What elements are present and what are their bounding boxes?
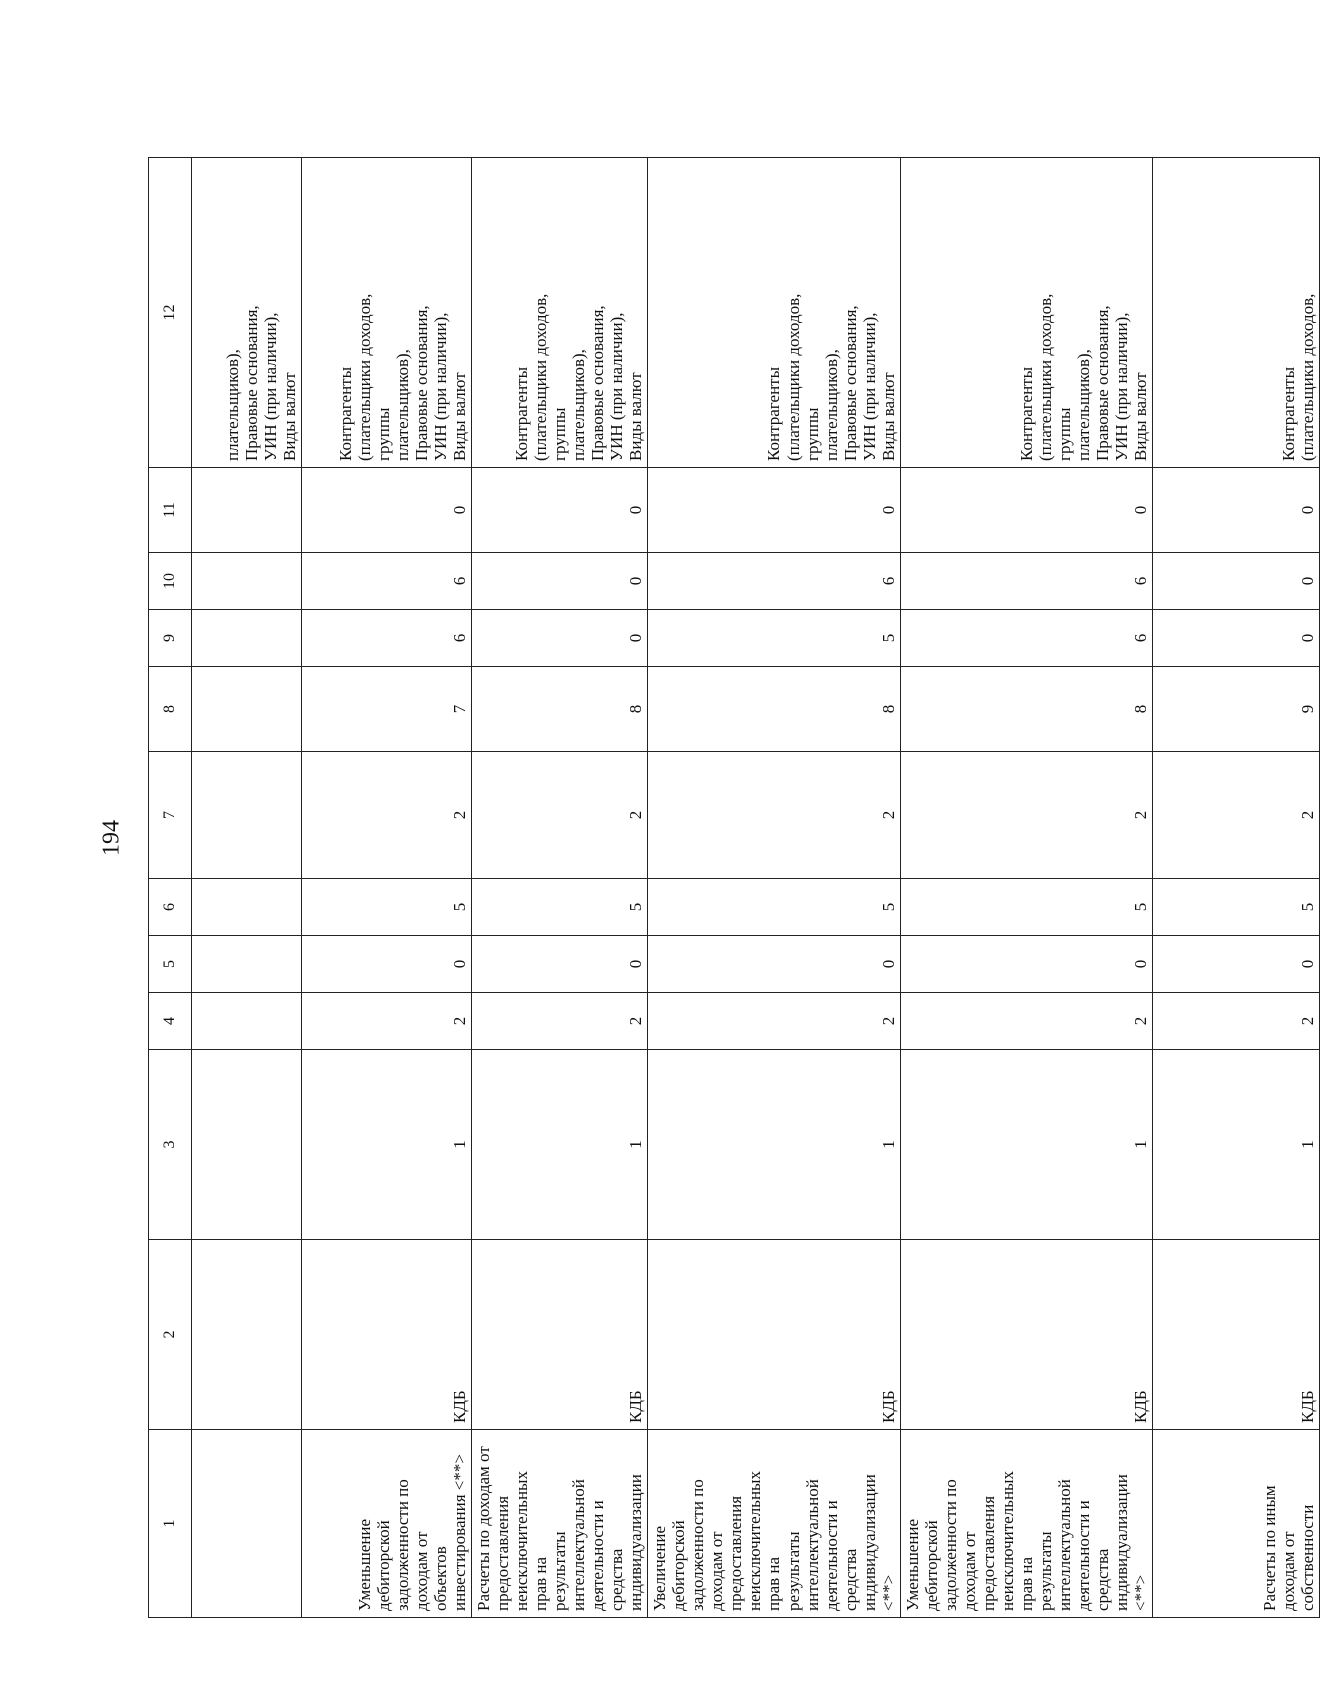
digit-cell: 0 [302,468,472,553]
digit-cell: 0 [302,936,472,993]
digit-cell: 8 [472,667,648,752]
header-cell: 3 [149,1050,192,1240]
digit-cell [192,1050,302,1240]
data-table [148,157,1320,1618]
digit-cell: 5 [648,610,900,667]
digit-cell: 1 [900,1050,1152,1240]
row-name-cell: Расчеты по доходам от предоставления неисключительных прав на результаты интеллектуальной деятельности и средства индивидуализации [472,1430,648,1618]
digit-cell: 5 [472,879,648,936]
header-row [149,158,192,1618]
digit-cell: 6 [302,553,472,610]
code-type-cell: КДБ [302,1240,472,1430]
row-name-cell: Расчеты по иным доходам от собственности [1153,1430,1320,1618]
digit-cell [192,752,302,879]
digit-cell [192,936,302,993]
digit-cell [192,879,302,936]
digit-cell: 2 [1153,752,1320,879]
table-row [192,158,302,1618]
code-type-cell [192,1240,302,1430]
digit-cell: 0 [1153,610,1320,667]
digit-cell [192,553,302,610]
row-name-cell [192,1430,302,1618]
analytics-cell: Контрагенты (плательщики доходов, группы плательщиков), Правовые основания, УИН (при наличии), Виды валют [302,158,472,468]
digit-cell: 8 [648,667,900,752]
analytics-cell: плательщиков), Правовые основания, УИН (при наличии), Виды валют [192,158,302,468]
digit-cell: 0 [472,610,648,667]
table-row [1153,158,1320,1618]
digit-cell: 2 [648,993,900,1050]
header-cell: 9 [149,610,192,667]
digit-cell [192,468,302,553]
digit-cell: 6 [900,553,1152,610]
digit-cell: 0 [1153,936,1320,993]
header-cell: 11 [149,468,192,553]
digit-cell: 0 [648,468,900,553]
table-row [900,158,1152,1618]
digit-cell: 2 [648,752,900,879]
digit-cell: 5 [1153,879,1320,936]
code-type-cell: КДБ [1153,1240,1320,1430]
code-type-cell: КДБ [648,1240,900,1430]
digit-cell: 0 [472,936,648,993]
header-cell: 12 [149,158,192,468]
digit-cell: 0 [900,936,1152,993]
digit-cell: 5 [648,879,900,936]
digit-cell: 0 [648,936,900,993]
analytics-cell: Контрагенты (плательщики доходов, группы плательщиков), Правовые основания, УИН (при наличии), Виды валют [648,158,900,468]
page-number: 194 [98,820,125,856]
digit-cell: 9 [1153,667,1320,752]
header-cell: 5 [149,936,192,993]
digit-cell [192,610,302,667]
digit-cell: 2 [1153,993,1320,1050]
header-cell: 1 [149,1430,192,1618]
digit-cell: 6 [302,610,472,667]
digit-cell: 0 [472,553,648,610]
header-cell: 4 [149,993,192,1050]
row-name-cell: Увеличение дебиторской задолженности по доходам от предоставления неисключительных прав на результаты интеллектуальной деятельности и средства индивидуализации <**> [648,1430,900,1618]
digit-cell: 2 [900,752,1152,879]
digit-cell: 2 [302,993,472,1050]
table-row [472,158,648,1618]
header-cell: 10 [149,553,192,610]
digit-cell: 5 [900,879,1152,936]
digit-cell: 0 [900,468,1152,553]
table-row [302,158,472,1618]
digit-cell: 6 [648,553,900,610]
rotated-table-container [148,158,1318,1618]
digit-cell: 1 [648,1050,900,1240]
digit-cell: 2 [472,752,648,879]
header-cell: 6 [149,879,192,936]
digit-cell: 2 [472,993,648,1050]
digit-cell: 2 [302,752,472,879]
digit-cell: 1 [302,1050,472,1240]
analytics-cell: Контрагенты (плательщики доходов, группы плательщиков), Правовые основания, УИН (при наличии), Виды валют [472,158,648,468]
digit-cell: 1 [472,1050,648,1240]
digit-cell: 2 [900,993,1152,1050]
analytics-cell: Контрагенты (плательщики доходов, [1153,158,1320,468]
analytics-cell: Контрагенты (плательщики доходов, группы плательщиков), Правовые основания, УИН (при наличии), Виды валют [900,158,1152,468]
header-cell: 2 [149,1240,192,1430]
digit-cell: 6 [900,610,1152,667]
digit-cell: 1 [1153,1050,1320,1240]
code-type-cell: КДБ [472,1240,648,1430]
digit-cell: 0 [1153,468,1320,553]
digit-cell: 0 [472,468,648,553]
table-row [648,158,900,1618]
digit-cell: 5 [302,879,472,936]
digit-cell [192,993,302,1050]
digit-cell [192,667,302,752]
row-name-cell: Уменьшение дебиторской задолженности по доходам от объектов инвестирования <**> [302,1430,472,1618]
digit-cell: 7 [302,667,472,752]
row-name-cell: Уменьшение дебиторской задолженности по доходам от предоставления неисключительных прав на результаты интеллектуальной деятельности и средства индивидуализации <**> [900,1430,1152,1618]
header-cell: 7 [149,752,192,879]
digit-cell: 8 [900,667,1152,752]
header-cell: 8 [149,667,192,752]
code-type-cell: КДБ [900,1240,1152,1430]
digit-cell: 0 [1153,553,1320,610]
